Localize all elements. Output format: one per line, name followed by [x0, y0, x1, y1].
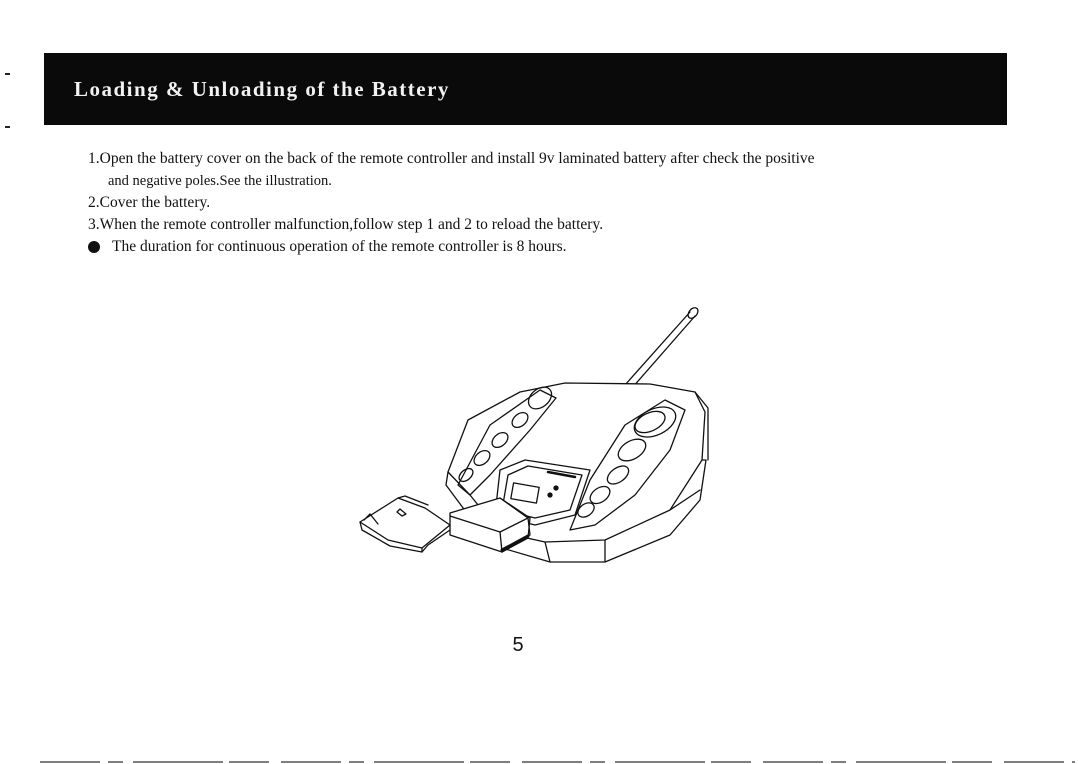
page-number: 5 — [512, 634, 524, 656]
instructions-block — [88, 148, 968, 258]
step-1-continuation: and negative poles.See the illustration. — [108, 173, 332, 189]
antenna-drawing — [625, 306, 700, 388]
step-1-text: 1.Open the battery cover on the back of the remote controller and install 9v laminated battery after check the positive — [88, 150, 815, 167]
footer-dashed-rule — [40, 761, 1075, 763]
note-text: The duration for continuous operation of the remote controller is 8 hours. — [112, 238, 567, 255]
step-3-text: 3.When the remote controller malfunction,follow step 1 and 2 to reload the battery. — [88, 216, 604, 233]
registration-mark-top — [5, 73, 10, 75]
section-title: Loading & Unloading of the Battery — [74, 76, 450, 101]
step-2-text: 2.Cover the battery. — [88, 194, 211, 211]
registration-mark-bottom — [5, 126, 10, 128]
remote-controller-illustration — [350, 300, 720, 575]
battery-cover-drawing — [360, 496, 450, 552]
note-line — [88, 236, 968, 258]
section-header-banner — [44, 53, 1007, 125]
bullet-icon — [88, 241, 100, 253]
